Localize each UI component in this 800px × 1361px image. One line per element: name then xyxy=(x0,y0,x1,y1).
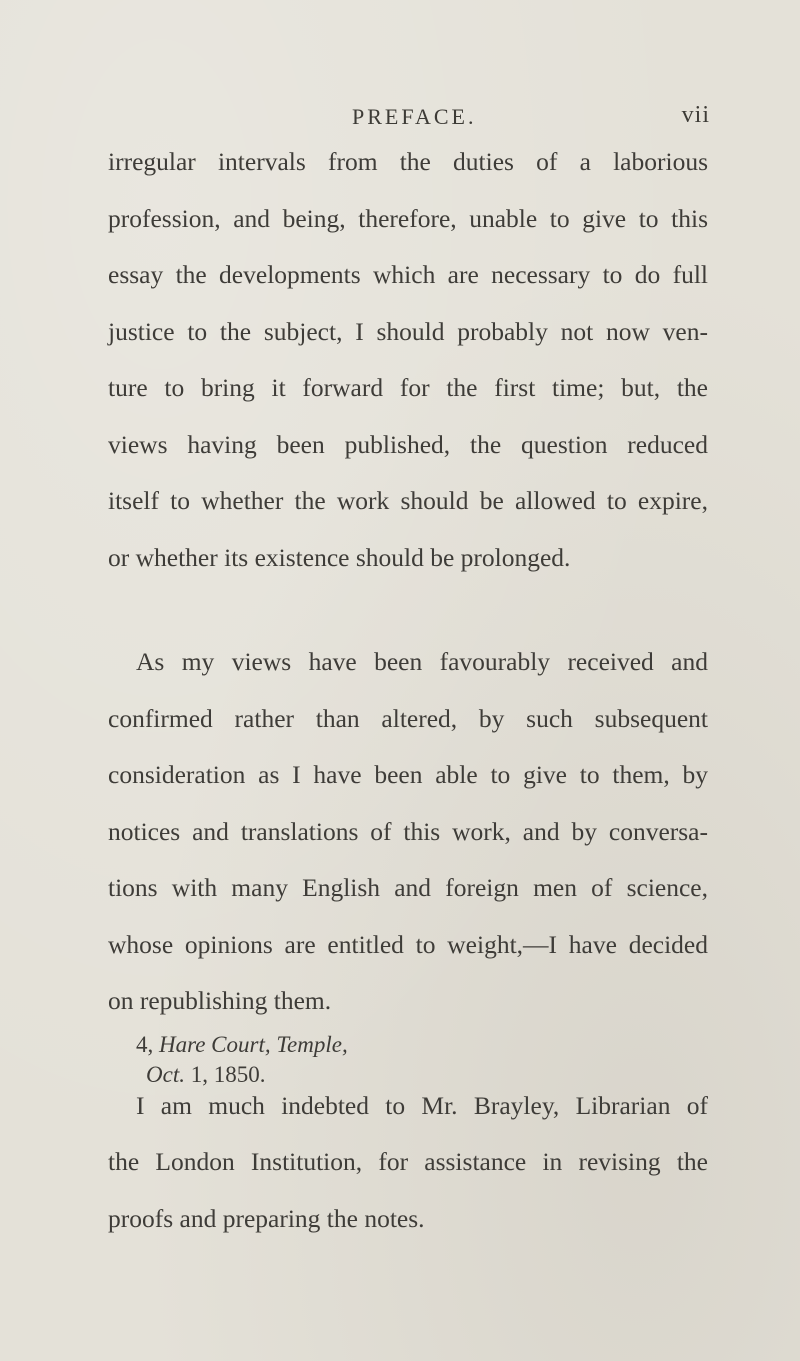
text-line: on republishing them. xyxy=(108,986,332,1015)
address-number: 4, xyxy=(136,1032,154,1057)
text-line: I am much indebted to Mr. Brayley, Librarian of xyxy=(136,1090,708,1120)
text-line: or whether its existence should be prolonged. xyxy=(108,542,571,572)
paragraph-gap xyxy=(108,586,708,634)
paragraph-2 xyxy=(108,634,708,1030)
text-line: profession, and being, therefore, unable to give to this xyxy=(108,203,708,233)
page-number: vii xyxy=(681,102,710,128)
text-line: itself to whether the work should be allowed to expire, xyxy=(108,486,708,515)
text-line: the London Institution, for assistance in revising the xyxy=(108,1147,708,1176)
text-line: essay the developments which are necessary to do full xyxy=(108,260,708,289)
text-line: irregular intervals from the duties of a laborious xyxy=(108,147,708,176)
text-line: justice to the subject, I should probably not now ven- xyxy=(108,316,708,346)
paragraph-3 xyxy=(108,1078,708,1248)
text-line: proofs and preparing the notes. xyxy=(108,1203,425,1233)
text-line: confirmed rather than altered, by such subsequent xyxy=(108,703,708,733)
text-line: views having been published, the question reduced xyxy=(108,429,708,459)
signature-block xyxy=(136,1030,348,1090)
running-head xyxy=(90,104,710,138)
paragraph-1 xyxy=(108,134,708,586)
text-line: tions with many English and foreign men of science, xyxy=(108,873,708,902)
running-title: PREFACE. xyxy=(352,104,477,129)
text-line: consideration as I have been able to give to them, by xyxy=(108,760,708,789)
address-street: Hare Court, Temple, xyxy=(159,1032,348,1057)
text-line: notices and translations of this work, and by conversa- xyxy=(108,816,708,846)
signature-address xyxy=(136,1030,348,1060)
date-day-year: 1, 1850. xyxy=(190,1062,266,1087)
signature-date xyxy=(136,1060,348,1090)
date-month: Oct. xyxy=(146,1062,185,1087)
text-line: As my views have been favourably received and xyxy=(136,647,708,676)
text-line: ture to bring it forward for the first time; but, the xyxy=(108,373,708,402)
text-line: whose opinions are entitled to weight,—I have decided xyxy=(108,929,708,959)
